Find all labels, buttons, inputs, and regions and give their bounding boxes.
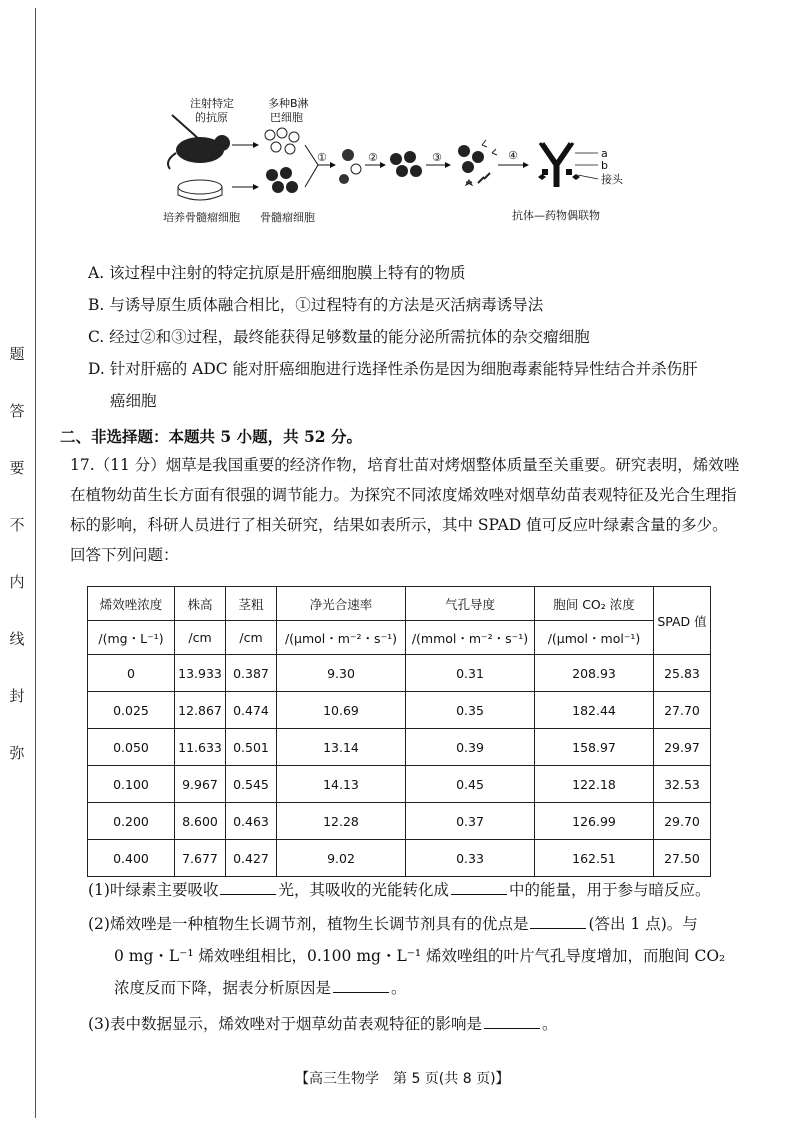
table-cell: 0.200 <box>88 803 175 840</box>
side-char: 不 <box>9 516 25 534</box>
answer-blank[interactable] <box>451 880 507 895</box>
table-unit-row <box>88 621 711 655</box>
petri-dish-icon <box>178 180 222 200</box>
table-cell: 32.53 <box>654 766 711 803</box>
unit-height: /cm <box>175 621 226 655</box>
table-cell: 208.93 <box>535 655 654 692</box>
unit-intercellular-co2: /(μmol・mol⁻¹) <box>535 621 654 655</box>
table-cell: 0.35 <box>406 692 535 729</box>
myeloma-cells-icon <box>266 167 298 193</box>
table-cell: 0.474 <box>226 692 277 729</box>
table-cell: 25.83 <box>654 655 711 692</box>
table-cell: 12.28 <box>277 803 406 840</box>
table-cell: 12.867 <box>175 692 226 729</box>
table-cell: 0.427 <box>226 840 277 877</box>
table-cell: 0.37 <box>406 803 535 840</box>
inject-label-1: 注射特定 <box>190 97 234 110</box>
table-cell: 9.967 <box>175 766 226 803</box>
b-cells-icon <box>265 128 299 154</box>
hybridoma-cells-icon <box>390 151 422 177</box>
table-cell: 9.30 <box>277 655 406 692</box>
label-b: b <box>601 159 608 172</box>
table-cell: 0 <box>88 655 175 692</box>
table-cell: 10.69 <box>277 692 406 729</box>
side-char: 线 <box>9 630 25 648</box>
table-cell: 0.545 <box>226 766 277 803</box>
option-d: D. 针对肝癌的 ADC 能对肝癌细胞进行选择性杀伤是因为细胞毒素能特异性结合并杀伤肝 <box>88 360 698 378</box>
label-joint: 接头 <box>601 173 623 186</box>
q3-text-a: (3)表中数据显示，烯效唑对于烟草幼苗表观特征的影响是 <box>88 1015 482 1033</box>
question-2 <box>88 912 698 934</box>
table-row <box>88 766 711 803</box>
q2-text-b: (答出 1 点)。与 <box>588 915 698 933</box>
table-cell: 0.100 <box>88 766 175 803</box>
side-char: 答 <box>9 402 25 420</box>
header-intercellular-co2: 胞间 CO₂ 浓度 <box>535 587 654 621</box>
option-c: C. 经过②和③过程，最终能获得足够数量的能分泌所需抗体的杂交瘤细胞 <box>88 328 590 346</box>
step-2: ② <box>368 151 378 164</box>
table-row <box>88 655 711 692</box>
q1-text-a: (1)叶绿素主要吸收 <box>88 881 219 899</box>
binding-margin-line <box>35 8 36 1118</box>
header-net-photosynthesis: 净光合速率 <box>277 587 406 621</box>
table-cell: 182.44 <box>535 692 654 729</box>
table-header-row <box>88 587 711 621</box>
answer-blank[interactable] <box>484 1014 540 1029</box>
side-char: 要 <box>9 459 25 477</box>
option-b: B. 与诱导原生质体融合相比，①过程特有的方法是灭活病毒诱导法 <box>88 296 544 314</box>
label-a: a <box>601 147 608 160</box>
table-cell: 11.633 <box>175 729 226 766</box>
option-d-continued: 癌细胞 <box>110 392 157 410</box>
table-cell: 14.13 <box>277 766 406 803</box>
question-2-line-2: 0 mg・L⁻¹ 烯效唑组相比，0.100 mg・L⁻¹ 烯效唑组的叶片气孔导度增加，而胞间 CO₂ <box>114 947 726 965</box>
table-cell: 0.501 <box>226 729 277 766</box>
table-row <box>88 729 711 766</box>
q2-text-d: 。 <box>391 979 407 997</box>
answer-blank[interactable] <box>220 880 276 895</box>
table-cell: 0.050 <box>88 729 175 766</box>
table-cell: 7.677 <box>175 840 226 877</box>
unit-stem: /cm <box>226 621 277 655</box>
adc-label: 抗体—药物偶联物 <box>512 209 600 222</box>
inject-label-2: 的抗原 <box>195 111 228 124</box>
side-char: 封 <box>9 687 25 705</box>
q1-text-b: 光，其吸收的光能转化成 <box>278 881 449 899</box>
table-cell: 0.387 <box>226 655 277 692</box>
table-cell: 162.51 <box>535 840 654 877</box>
unit-concentration: /(mg・L⁻¹) <box>88 621 175 655</box>
header-concentration: 烯效唑浓度 <box>88 587 175 621</box>
step-3: ③ <box>432 151 442 164</box>
adc-preparation-diagram <box>160 95 660 235</box>
side-char: 内 <box>9 573 25 591</box>
header-stomatal-conductance: 气孔导度 <box>406 587 535 621</box>
myeloma-label: 骨髓瘤细胞 <box>260 211 315 224</box>
table-cell: 13.933 <box>175 655 226 692</box>
table-cell: 126.99 <box>535 803 654 840</box>
antibody-cells-icon <box>458 140 497 185</box>
culture-label: 培养骨髓瘤细胞 <box>163 211 240 224</box>
table-cell: 8.600 <box>175 803 226 840</box>
bcell-label-2: 巴细胞 <box>270 111 303 124</box>
table-cell: 0.400 <box>88 840 175 877</box>
table-row <box>88 840 711 877</box>
table-cell: 9.02 <box>277 840 406 877</box>
question-3 <box>88 1012 557 1034</box>
table-cell: 29.97 <box>654 729 711 766</box>
table-cell: 0.45 <box>406 766 535 803</box>
header-height: 株高 <box>175 587 226 621</box>
table-cell: 0.39 <box>406 729 535 766</box>
table-cell: 0.31 <box>406 655 535 692</box>
table-cell: 27.50 <box>654 840 711 877</box>
table-cell: 158.97 <box>535 729 654 766</box>
header-stem: 茎粗 <box>226 587 277 621</box>
question-17-intro: 17.（11 分）烟草是我国重要的经济作物，培育壮苗对烤烟整体质量至关重要。研究表明，烯效唑在植物幼苗生长方面有很强的调节能力。为探究不同浓度烯效唑对烟草幼苗表观特征及光合生理指标的影响，科研人员进行了相关研究，结果如表所示，其中 SPAD 值可反应叶绿素含量的多少。回答下列问题： <box>70 456 740 564</box>
table-cell: 0.025 <box>88 692 175 729</box>
page-footer: 【高三生物学 第 5 页(共 8 页)】 <box>295 1071 510 1087</box>
answer-blank[interactable] <box>333 978 389 993</box>
table-cell: 29.70 <box>654 803 711 840</box>
bcell-label-1: 多种B淋 <box>268 97 309 110</box>
table-cell: 0.33 <box>406 840 535 877</box>
option-a: A. 该过程中注射的特定抗原是肝癌细胞膜上特有的物质 <box>88 264 466 282</box>
results-table <box>87 586 711 877</box>
table-cell: 122.18 <box>535 766 654 803</box>
q2-text-a: (2)烯效唑是一种植物生长调节剂，植物生长调节剂具有的优点是 <box>88 915 529 933</box>
section-heading: 二、非选择题：本题共 5 小题，共 52 分。 <box>60 427 362 446</box>
step-1: ① <box>317 151 327 164</box>
header-spad: SPAD 值 <box>654 587 711 655</box>
answer-blank[interactable] <box>530 914 586 929</box>
table-row <box>88 803 711 840</box>
side-char: 题 <box>9 345 25 363</box>
question-2-line-3 <box>114 976 407 998</box>
fused-cells-icon <box>339 149 361 184</box>
q3-text-b: 。 <box>541 1015 558 1033</box>
question-1 <box>88 878 711 900</box>
q2-text-c: 浓度反而下降，据表分析原因是 <box>114 979 332 997</box>
q1-text-c: 中的能量，用于参与暗反应。 <box>508 881 711 899</box>
step-4: ④ <box>508 149 518 162</box>
table-cell: 13.14 <box>277 729 406 766</box>
unit-stomatal-conductance: /(mmol・m⁻²・s⁻¹) <box>406 621 535 655</box>
table-cell: 27.70 <box>654 692 711 729</box>
table-row <box>88 692 711 729</box>
unit-net-photosynthesis: /(μmol・m⁻²・s⁻¹) <box>277 621 406 655</box>
table-cell: 0.463 <box>226 803 277 840</box>
side-char: 弥 <box>9 744 25 762</box>
adc-molecule-icon <box>538 143 598 187</box>
